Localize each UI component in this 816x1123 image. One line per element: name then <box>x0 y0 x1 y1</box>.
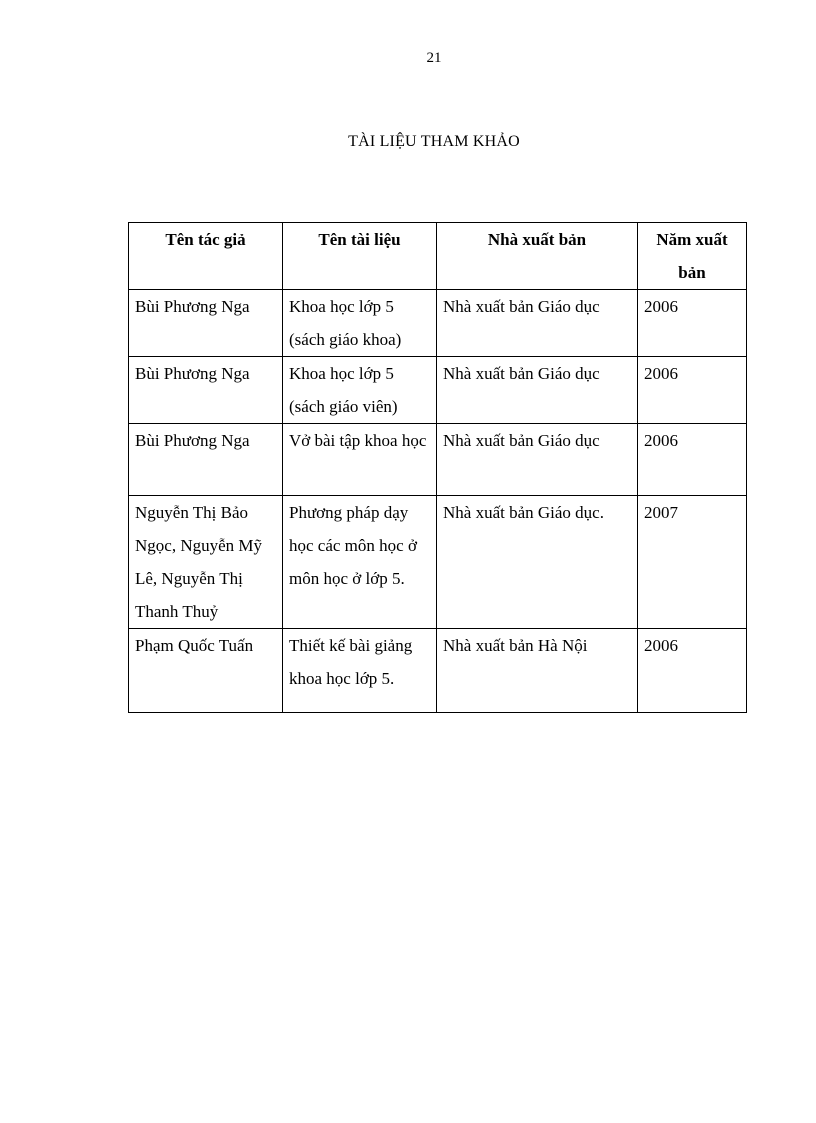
cell-author: Nguyễn Thị Bảo Ngọc, Nguyễn Mỹ Lê, Nguyễn Thị Thanh Thuỷ <box>129 496 283 629</box>
cell-document: Phương pháp dạy học các môn học ở môn học ở lớp 5. <box>283 496 437 629</box>
cell-author: Bùi Phương Nga <box>129 424 283 496</box>
cell-year: 2006 <box>638 290 747 357</box>
cell-year: 2006 <box>638 629 747 713</box>
cell-publisher: Nhà xuất bản Giáo dục. <box>437 496 638 629</box>
cell-year: 2007 <box>638 496 747 629</box>
table-row <box>129 629 747 713</box>
table-row <box>129 290 747 357</box>
cell-publisher: Nhà xuất bản Giáo dục <box>437 290 638 357</box>
cell-year: 2006 <box>638 424 747 496</box>
header-publisher: Nhà xuất bản <box>437 223 638 290</box>
table-row <box>129 496 747 629</box>
cell-publisher: Nhà xuất bản Hà Nội <box>437 629 638 713</box>
header-author: Tên tác giả <box>129 223 283 290</box>
cell-document: Vở bài tập khoa học <box>283 424 437 496</box>
header-year: Năm xuất bản <box>638 223 747 290</box>
cell-document: Khoa học lớp 5 (sách giáo viên) <box>283 357 437 424</box>
cell-publisher: Nhà xuất bản Giáo dục <box>437 357 638 424</box>
page-title: TÀI LIỆU THAM KHẢO <box>348 133 520 150</box>
table-row <box>129 357 747 424</box>
cell-author: Bùi Phương Nga <box>129 290 283 357</box>
cell-author: Phạm Quốc Tuấn <box>129 629 283 713</box>
table-row <box>129 424 747 496</box>
cell-document: Thiết kế bài giảng khoa học lớp 5. <box>283 629 437 713</box>
cell-author: Bùi Phương Nga <box>129 357 283 424</box>
cell-document: Khoa học lớp 5 (sách giáo khoa) <box>283 290 437 357</box>
cell-year: 2006 <box>638 357 747 424</box>
page-number: 21 <box>426 50 442 66</box>
references-table <box>128 222 747 713</box>
cell-publisher: Nhà xuất bản Giáo dục <box>437 424 638 496</box>
header-document: Tên tài liệu <box>283 223 437 290</box>
table-header-row <box>129 223 747 290</box>
